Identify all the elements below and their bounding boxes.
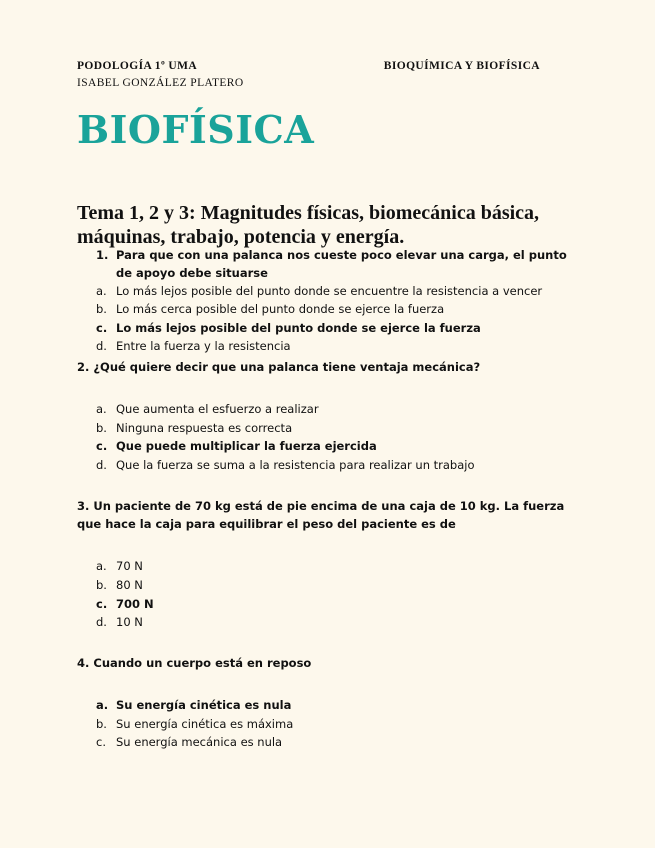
- q3-option-d: [96, 613, 576, 631]
- option-letter: a.: [96, 559, 107, 573]
- q3-option-a: [96, 557, 576, 575]
- option-text: Lo más cerca posible del punto donde se ejerce la fuerza: [116, 302, 445, 316]
- q4-option-b: [96, 715, 576, 733]
- question-4-text: 4. Cuando un cuerpo está en reposo: [77, 656, 312, 670]
- header-course: PODOLOGÍA 1º UMA: [77, 60, 198, 72]
- option-text: 700 N: [116, 597, 154, 611]
- q2-option-d: [96, 456, 576, 474]
- option-text: Su energía cinética es nula: [116, 698, 292, 712]
- q2-option-b: [96, 419, 576, 437]
- option-text: 70 N: [116, 559, 143, 573]
- option-letter: c.: [96, 735, 106, 749]
- option-letter: c.: [96, 597, 108, 611]
- q1-option-a: [96, 282, 576, 300]
- q2-option-a: [96, 400, 576, 418]
- option-text: Su energía cinética es máxima: [116, 717, 294, 731]
- option-letter: c.: [96, 321, 108, 335]
- option-text: Que puede multiplicar la fuerza ejercida: [116, 439, 377, 453]
- question-1-number: 1.: [96, 248, 109, 262]
- q4-option-a-correct: [96, 696, 576, 714]
- q3-option-c-correct: [96, 595, 576, 613]
- question-2-text: 2. ¿Qué quiere decir que una palanca tiene ventaja mecánica?: [77, 360, 481, 374]
- option-text: Su energía mecánica es nula: [116, 735, 283, 749]
- option-text: Entre la fuerza y la resistencia: [116, 339, 291, 353]
- q1-option-b: [96, 300, 576, 318]
- question-3-text-line2: que hace la caja para equilibrar el peso del paciente es de: [77, 517, 456, 531]
- q4-option-c: [96, 733, 576, 751]
- option-letter: a.: [96, 402, 107, 416]
- option-text: 80 N: [116, 578, 143, 592]
- option-text: Lo más lejos posible del punto donde se encuentre la resistencia a vencer: [116, 284, 543, 298]
- q1-option-c-correct: [96, 319, 576, 337]
- q3-option-b: [96, 576, 576, 594]
- option-text: Lo más lejos posible del punto donde se ejerce la fuerza: [116, 321, 481, 335]
- header-subject: BIOQUÍMICA Y BIOFÍSICA: [383, 60, 540, 72]
- question-1-text-line1: Para que con una palanca nos cueste poco elevar una carga, el punto: [116, 248, 567, 262]
- question-1-text-line2: de apoyo debe situarse: [116, 266, 268, 280]
- option-letter: d.: [96, 339, 107, 353]
- section-heading: Tema 1, 2 y 3: Magnitudes físicas, biomecánica básica, máquinas, trabajo, potencia y energía.: [77, 202, 540, 248]
- q1-option-d: [96, 337, 576, 355]
- q2-option-c-correct: [96, 437, 576, 455]
- page-title: BIOFÍSICA: [77, 107, 315, 152]
- option-letter: a.: [96, 698, 109, 712]
- option-letter: b.: [96, 421, 107, 435]
- option-text: Que la fuerza se suma a la resistencia para realizar un trabajo: [116, 458, 475, 472]
- option-text: 10 N: [116, 615, 143, 629]
- option-text: Que aumenta el esfuerzo a realizar: [116, 402, 319, 416]
- option-letter: c.: [96, 439, 108, 453]
- option-letter: b.: [96, 578, 107, 592]
- option-letter: b.: [96, 717, 107, 731]
- option-letter: d.: [96, 615, 107, 629]
- header-author: ISABEL GONZÁLEZ PLATERO: [77, 77, 244, 89]
- option-letter: d.: [96, 458, 107, 472]
- question-3-text-line1: 3. Un paciente de 70 kg está de pie encima de una caja de 10 kg. La fuerza: [77, 499, 565, 513]
- option-letter: b.: [96, 302, 107, 316]
- option-text: Ninguna respuesta es correcta: [116, 421, 293, 435]
- option-letter: a.: [96, 284, 107, 298]
